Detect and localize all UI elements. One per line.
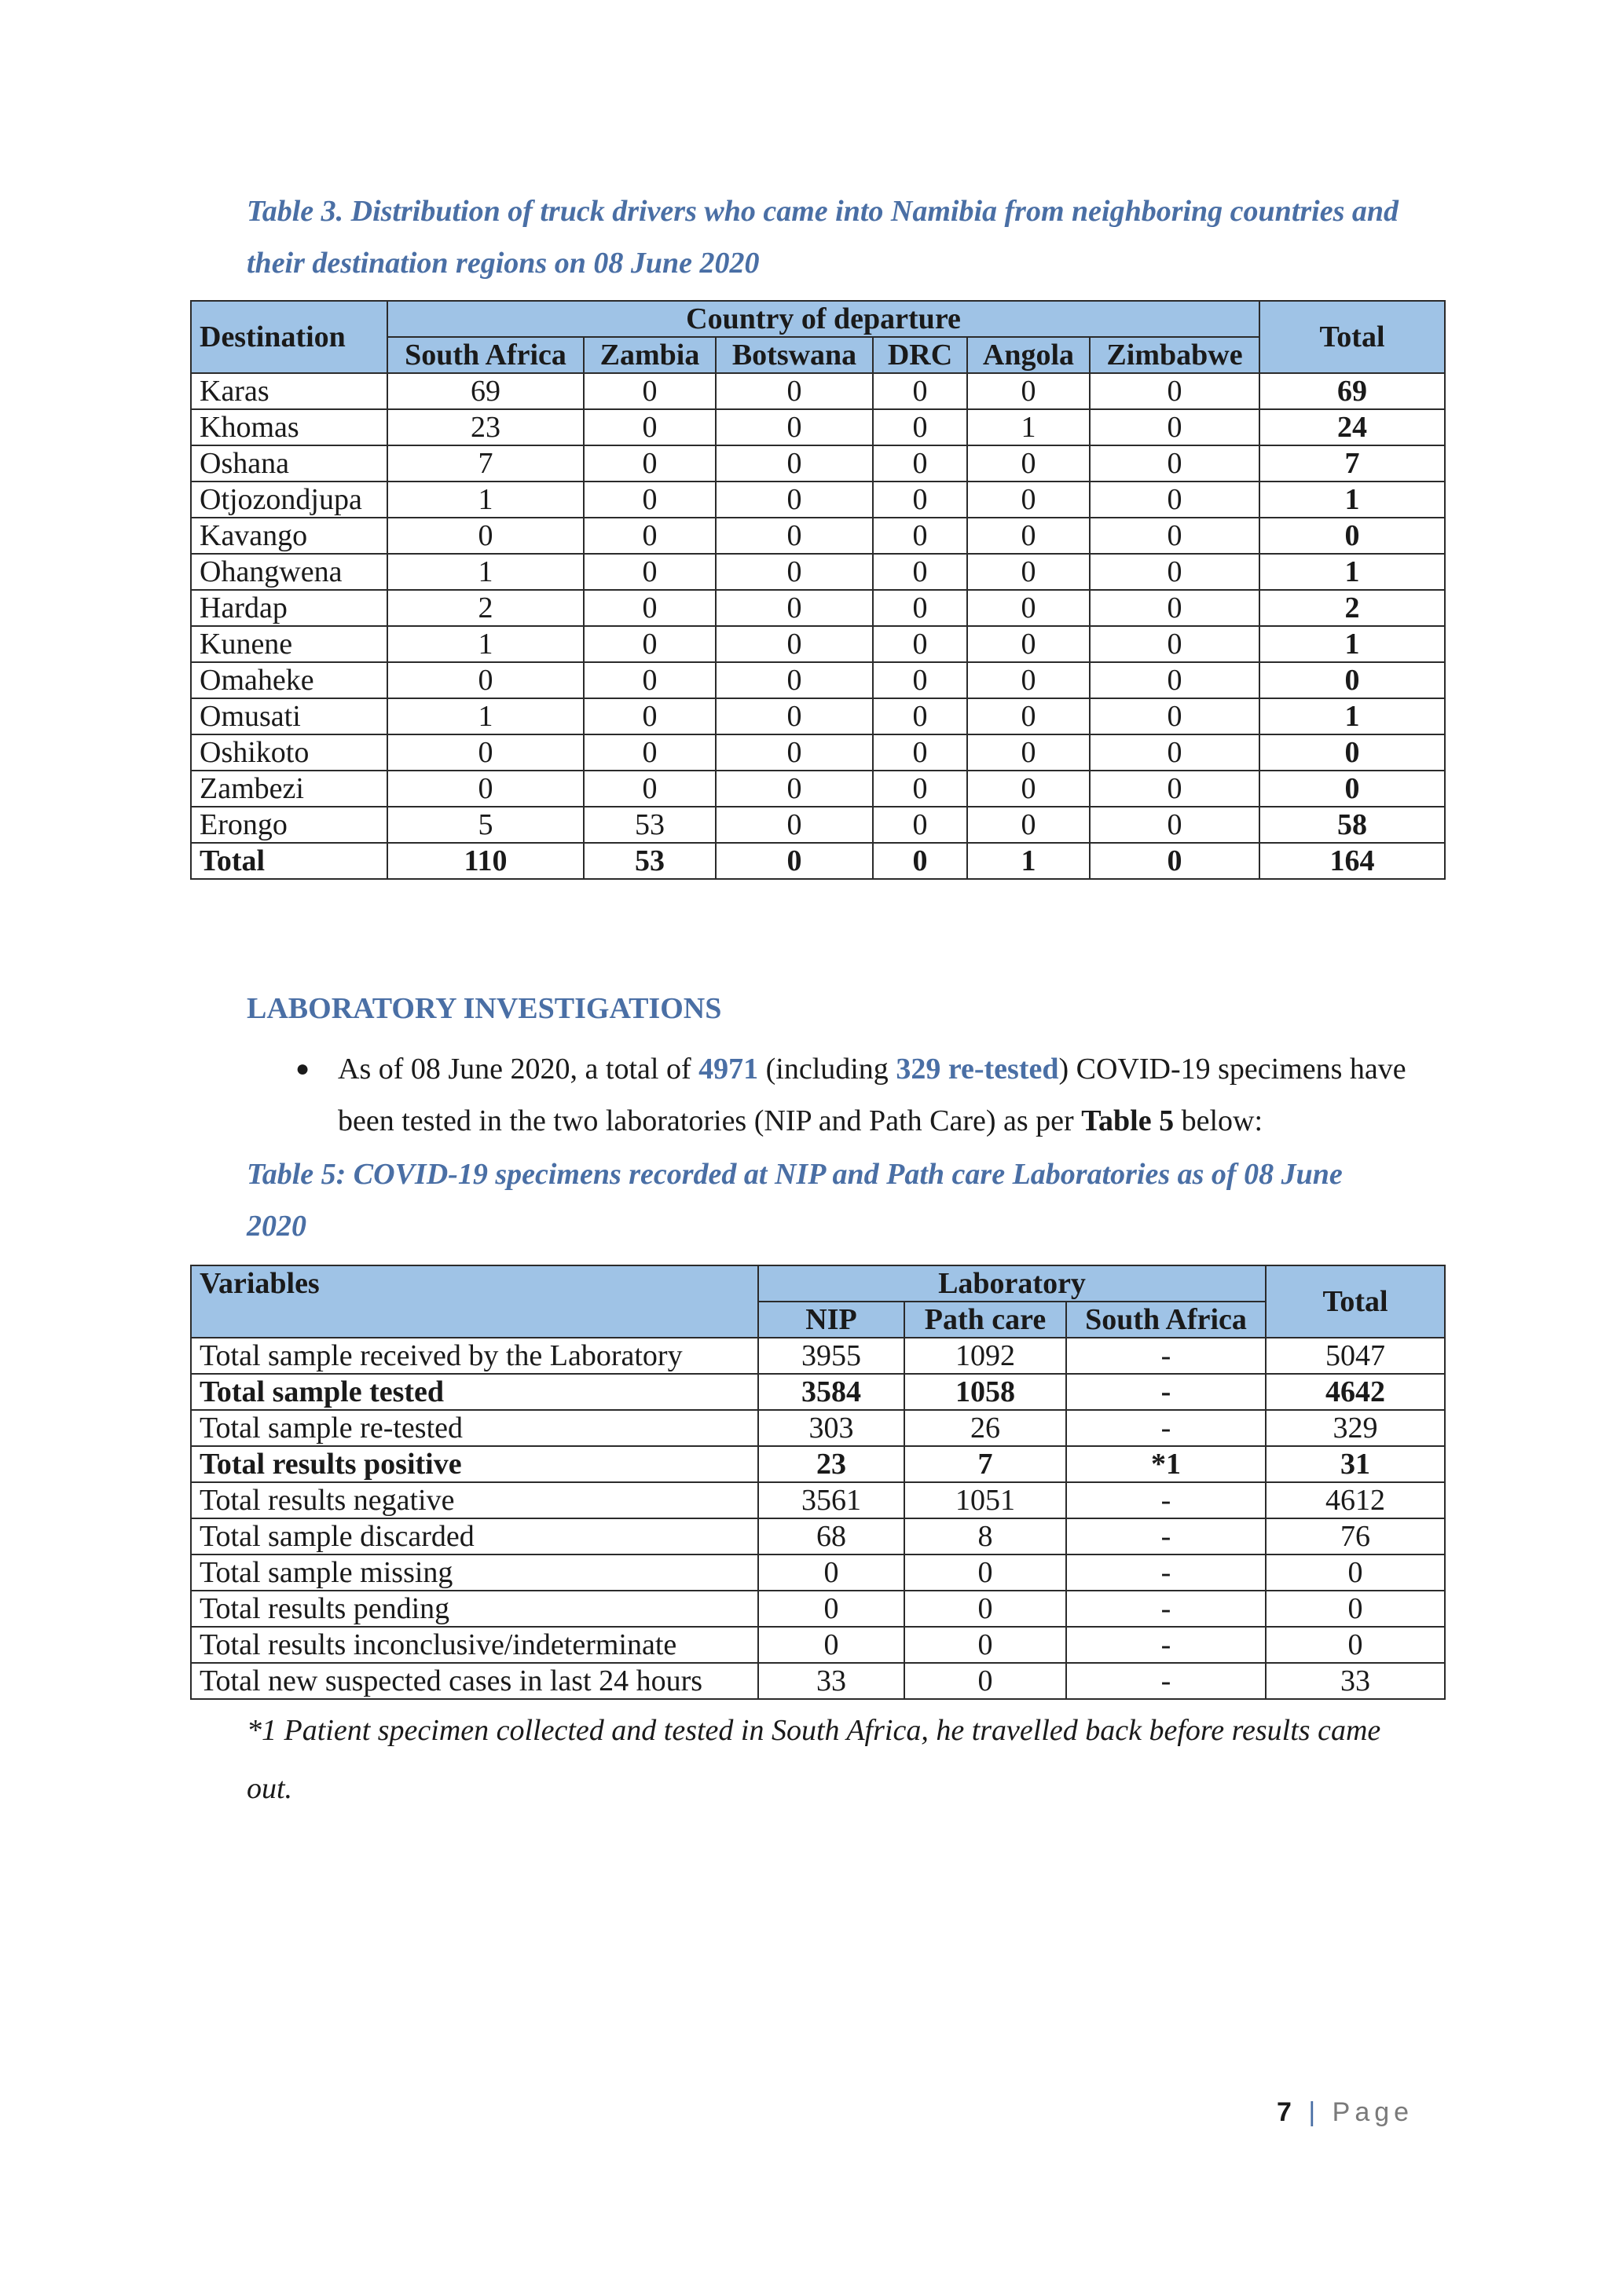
- lab-header: NIP: [758, 1302, 904, 1338]
- lab-value-cell: 1058: [904, 1374, 1066, 1410]
- region-cell: Otjozondjupa: [191, 482, 387, 518]
- laboratory-header: Laboratory: [758, 1265, 1266, 1302]
- table-row: [191, 1627, 1445, 1663]
- region-cell: Zambezi: [191, 771, 387, 807]
- count-cell: 0: [1090, 771, 1259, 807]
- count-cell: 0: [967, 445, 1090, 482]
- lab-value-cell: 7: [904, 1446, 1066, 1482]
- table-row: [191, 445, 1445, 482]
- table-row: [191, 1374, 1445, 1410]
- table-row: [191, 518, 1445, 554]
- table-row: [191, 662, 1445, 698]
- country-header: DRC: [873, 337, 967, 373]
- row-total-cell: 1: [1259, 698, 1445, 734]
- variable-cell: Total sample re-tested: [191, 1410, 758, 1446]
- count-cell: 0: [967, 734, 1090, 771]
- count-cell: 0: [873, 771, 967, 807]
- count-cell: 0: [584, 554, 716, 590]
- bullet-text: As of 08 June 2020, a total of: [338, 1053, 699, 1086]
- variable-cell: Total sample received by the Laboratory: [191, 1338, 758, 1374]
- lab-value-cell: -: [1066, 1410, 1266, 1446]
- row-total-cell: 0: [1259, 771, 1445, 807]
- lab-value-cell: -: [1066, 1338, 1266, 1374]
- region-cell: Karas: [191, 373, 387, 409]
- count-cell: 0: [967, 771, 1090, 807]
- count-cell: 0: [1090, 445, 1259, 482]
- count-cell: 0: [584, 518, 716, 554]
- count-cell: 0: [873, 734, 967, 771]
- count-cell: 0: [967, 482, 1090, 518]
- count-cell: 0: [716, 482, 873, 518]
- column-total-cell: 0: [1090, 843, 1259, 879]
- lab-value-cell: 0: [904, 1627, 1066, 1663]
- row-total-cell: 0: [1266, 1591, 1445, 1627]
- count-cell: 0: [873, 662, 967, 698]
- variable-cell: Total results negative: [191, 1482, 758, 1518]
- table5-caption: Table 5: COVID-19 specimens recorded at NIP and Path care Laboratories as of 08 June 2020: [247, 1158, 1343, 1243]
- country-header: South Africa: [387, 337, 584, 373]
- count-cell: 0: [387, 771, 584, 807]
- count-cell: 0: [387, 662, 584, 698]
- count-cell: 53: [584, 807, 716, 843]
- page-separator: |: [1308, 2097, 1321, 2127]
- count-cell: 0: [873, 482, 967, 518]
- count-cell: 0: [1090, 373, 1259, 409]
- total-header: Total: [1259, 301, 1445, 373]
- row-total-cell: 33: [1266, 1663, 1445, 1699]
- variable-cell: Total new suspected cases in last 24 hours: [191, 1663, 758, 1699]
- row-total-cell: 0: [1259, 734, 1445, 771]
- count-cell: 0: [967, 518, 1090, 554]
- lab-value-cell: 26: [904, 1410, 1066, 1446]
- table-row: [191, 1554, 1445, 1591]
- table5-footnote: *1 Patient specimen collected and tested in South Africa, he travelled back before results came out.: [247, 1714, 1381, 1805]
- count-cell: 2: [387, 590, 584, 626]
- total-specimens-value: 4971: [698, 1053, 759, 1086]
- table-row: [191, 626, 1445, 662]
- table3-body: [191, 373, 1445, 879]
- column-total-cell: 0: [716, 843, 873, 879]
- grand-total-cell: 164: [1259, 843, 1445, 879]
- lab-value-cell: -: [1066, 1518, 1266, 1554]
- column-total-cell: 110: [387, 843, 584, 879]
- count-cell: 0: [873, 590, 967, 626]
- count-cell: 0: [1090, 554, 1259, 590]
- region-cell: Ohangwena: [191, 554, 387, 590]
- count-cell: 0: [584, 626, 716, 662]
- table-row: [191, 1338, 1445, 1374]
- lab-value-cell: 0: [758, 1627, 904, 1663]
- row-total-cell: 24: [1259, 409, 1445, 445]
- table-row: [191, 409, 1445, 445]
- lab-value-cell: 0: [904, 1554, 1066, 1591]
- laboratory-investigations-heading: LABORATORY INVESTIGATIONS: [247, 992, 722, 1025]
- total-label-cell: Total: [191, 843, 387, 879]
- page-word: Page: [1332, 2097, 1414, 2127]
- count-cell: 1: [967, 409, 1090, 445]
- count-cell: 0: [584, 590, 716, 626]
- count-cell: 0: [873, 518, 967, 554]
- bullet-text: ) COVID-19 specimens have been tested in the two laboratories (NIP and Path Care) as per: [338, 1053, 1406, 1137]
- row-total-cell: 0: [1259, 662, 1445, 698]
- variable-cell: Total sample discarded: [191, 1518, 758, 1554]
- region-cell: Erongo: [191, 807, 387, 843]
- table-row: [191, 554, 1445, 590]
- lab-header: Path care: [904, 1302, 1066, 1338]
- row-total-cell: 1: [1259, 626, 1445, 662]
- count-cell: 0: [1090, 482, 1259, 518]
- retested-value: 329 re-tested: [896, 1053, 1059, 1086]
- row-total-cell: 329: [1266, 1410, 1445, 1446]
- country-header: Angola: [967, 337, 1090, 373]
- row-total-cell: 4612: [1266, 1482, 1445, 1518]
- count-cell: 0: [716, 554, 873, 590]
- table-row: [191, 1446, 1445, 1482]
- count-cell: 0: [873, 373, 967, 409]
- count-cell: 0: [584, 771, 716, 807]
- table5-body: [191, 1338, 1445, 1699]
- count-cell: 1: [387, 554, 584, 590]
- lab-value-cell: 0: [904, 1663, 1066, 1699]
- lab-value-cell: 33: [758, 1663, 904, 1699]
- lab-value-cell: 23: [758, 1446, 904, 1482]
- count-cell: 5: [387, 807, 584, 843]
- count-cell: 0: [967, 626, 1090, 662]
- count-cell: 0: [716, 590, 873, 626]
- count-cell: 0: [967, 662, 1090, 698]
- count-cell: 0: [584, 445, 716, 482]
- region-cell: Oshana: [191, 445, 387, 482]
- count-cell: 0: [1090, 409, 1259, 445]
- count-cell: 0: [1090, 807, 1259, 843]
- count-cell: 0: [716, 626, 873, 662]
- row-total-cell: 1: [1259, 554, 1445, 590]
- truck-drivers-table: [190, 300, 1446, 880]
- region-cell: Kunene: [191, 626, 387, 662]
- count-cell: 0: [716, 771, 873, 807]
- count-cell: 23: [387, 409, 584, 445]
- variable-cell: Total results pending: [191, 1591, 758, 1627]
- variable-cell: Total sample missing: [191, 1554, 758, 1591]
- region-cell: Hardap: [191, 590, 387, 626]
- lab-summary-bullet: [295, 1043, 1414, 1147]
- row-total-cell: 5047: [1266, 1338, 1445, 1374]
- lab-value-cell: 0: [758, 1591, 904, 1627]
- lab-value-cell: 0: [758, 1554, 904, 1591]
- count-cell: 0: [967, 554, 1090, 590]
- count-cell: 0: [584, 409, 716, 445]
- total-row: [191, 843, 1445, 879]
- region-cell: Oshikoto: [191, 734, 387, 771]
- count-cell: 0: [873, 445, 967, 482]
- lab-value-cell: 68: [758, 1518, 904, 1554]
- count-cell: 0: [967, 698, 1090, 734]
- row-total-cell: 7: [1259, 445, 1445, 482]
- count-cell: 0: [873, 698, 967, 734]
- table-row: [191, 698, 1445, 734]
- lab-value-cell: 3955: [758, 1338, 904, 1374]
- count-cell: 0: [1090, 734, 1259, 771]
- lab-value-cell: -: [1066, 1482, 1266, 1518]
- column-total-cell: 1: [967, 843, 1090, 879]
- count-cell: 0: [967, 373, 1090, 409]
- lab-value-cell: -: [1066, 1663, 1266, 1699]
- count-cell: 69: [387, 373, 584, 409]
- lab-value-cell: -: [1066, 1591, 1266, 1627]
- row-total-cell: 0: [1266, 1554, 1445, 1591]
- region-cell: Omaheke: [191, 662, 387, 698]
- count-cell: 1: [387, 482, 584, 518]
- count-cell: 0: [1090, 590, 1259, 626]
- count-cell: 0: [584, 662, 716, 698]
- count-cell: 0: [584, 373, 716, 409]
- table-row: [191, 1482, 1445, 1518]
- lab-value-cell: -: [1066, 1374, 1266, 1410]
- lab-value-cell: 303: [758, 1410, 904, 1446]
- table-row: [191, 1663, 1445, 1699]
- count-cell: 0: [716, 807, 873, 843]
- count-cell: 0: [584, 482, 716, 518]
- row-total-cell: 1: [1259, 482, 1445, 518]
- lab-value-cell: 3561: [758, 1482, 904, 1518]
- count-cell: 0: [716, 734, 873, 771]
- page-number: [1277, 2097, 1413, 2128]
- count-cell: 0: [716, 662, 873, 698]
- count-cell: 0: [584, 698, 716, 734]
- region-cell: Omusati: [191, 698, 387, 734]
- variable-cell: Total results positive: [191, 1446, 758, 1482]
- row-total-cell: 0: [1266, 1627, 1445, 1663]
- table-reference: Table 5: [1081, 1104, 1175, 1137]
- lab-value-cell: -: [1066, 1627, 1266, 1663]
- row-total-cell: 76: [1266, 1518, 1445, 1554]
- lab-value-cell: -: [1066, 1554, 1266, 1591]
- lab-header: South Africa: [1066, 1302, 1266, 1338]
- count-cell: 0: [387, 734, 584, 771]
- row-total-cell: 58: [1259, 807, 1445, 843]
- country-header: Zambia: [584, 337, 716, 373]
- table-row: [191, 734, 1445, 771]
- count-cell: 0: [967, 590, 1090, 626]
- count-cell: 0: [873, 554, 967, 590]
- bullet-text: below:: [1174, 1104, 1263, 1137]
- table-row: [191, 1518, 1445, 1554]
- lab-value-cell: 1051: [904, 1482, 1066, 1518]
- country-of-departure-header: Country of departure: [387, 301, 1259, 337]
- table-row: [191, 590, 1445, 626]
- table-row: [191, 1591, 1445, 1627]
- count-cell: 0: [1090, 698, 1259, 734]
- country-header: Botswana: [716, 337, 873, 373]
- lab-value-cell: 1092: [904, 1338, 1066, 1374]
- table-row: [191, 482, 1445, 518]
- row-total-cell: 31: [1266, 1446, 1445, 1482]
- count-cell: 0: [1090, 518, 1259, 554]
- count-cell: 0: [967, 807, 1090, 843]
- table-row: [191, 1410, 1445, 1446]
- count-cell: 0: [1090, 662, 1259, 698]
- lab-value-cell: 0: [904, 1591, 1066, 1627]
- count-cell: 0: [716, 518, 873, 554]
- count-cell: 0: [1090, 626, 1259, 662]
- row-total-cell: 69: [1259, 373, 1445, 409]
- count-cell: 7: [387, 445, 584, 482]
- page-number-value: 7: [1277, 2097, 1296, 2127]
- table3-caption: Table 3. Distribution of truck drivers who came into Namibia from neighboring countries and their destination regions on 08 June 2020: [247, 195, 1399, 280]
- table-row: [191, 373, 1445, 409]
- variable-cell: Total sample tested: [191, 1374, 758, 1410]
- count-cell: 0: [387, 518, 584, 554]
- total-header: Total: [1266, 1265, 1445, 1338]
- count-cell: 0: [716, 445, 873, 482]
- lab-specimens-table: [190, 1265, 1446, 1700]
- row-total-cell: 4642: [1266, 1374, 1445, 1410]
- count-cell: 0: [873, 807, 967, 843]
- count-cell: 0: [873, 409, 967, 445]
- column-total-cell: 0: [873, 843, 967, 879]
- region-cell: Kavango: [191, 518, 387, 554]
- table-row: [191, 771, 1445, 807]
- variables-header: Variables: [191, 1265, 758, 1338]
- variable-cell: Total results inconclusive/indeterminate: [191, 1627, 758, 1663]
- count-cell: 0: [584, 734, 716, 771]
- count-cell: 0: [873, 626, 967, 662]
- row-total-cell: 2: [1259, 590, 1445, 626]
- bullet-icon: ●: [295, 1056, 310, 1082]
- bullet-text: (including: [758, 1053, 896, 1086]
- country-header: Zimbabwe: [1090, 337, 1259, 373]
- count-cell: 1: [387, 626, 584, 662]
- column-total-cell: 53: [584, 843, 716, 879]
- table-row: [191, 807, 1445, 843]
- lab-value-cell: 8: [904, 1518, 1066, 1554]
- destination-header: Destination: [191, 301, 387, 373]
- lab-value-cell: *1: [1066, 1446, 1266, 1482]
- count-cell: 0: [716, 409, 873, 445]
- count-cell: 0: [716, 698, 873, 734]
- lab-value-cell: 3584: [758, 1374, 904, 1410]
- count-cell: 0: [716, 373, 873, 409]
- row-total-cell: 0: [1259, 518, 1445, 554]
- count-cell: 1: [387, 698, 584, 734]
- region-cell: Khomas: [191, 409, 387, 445]
